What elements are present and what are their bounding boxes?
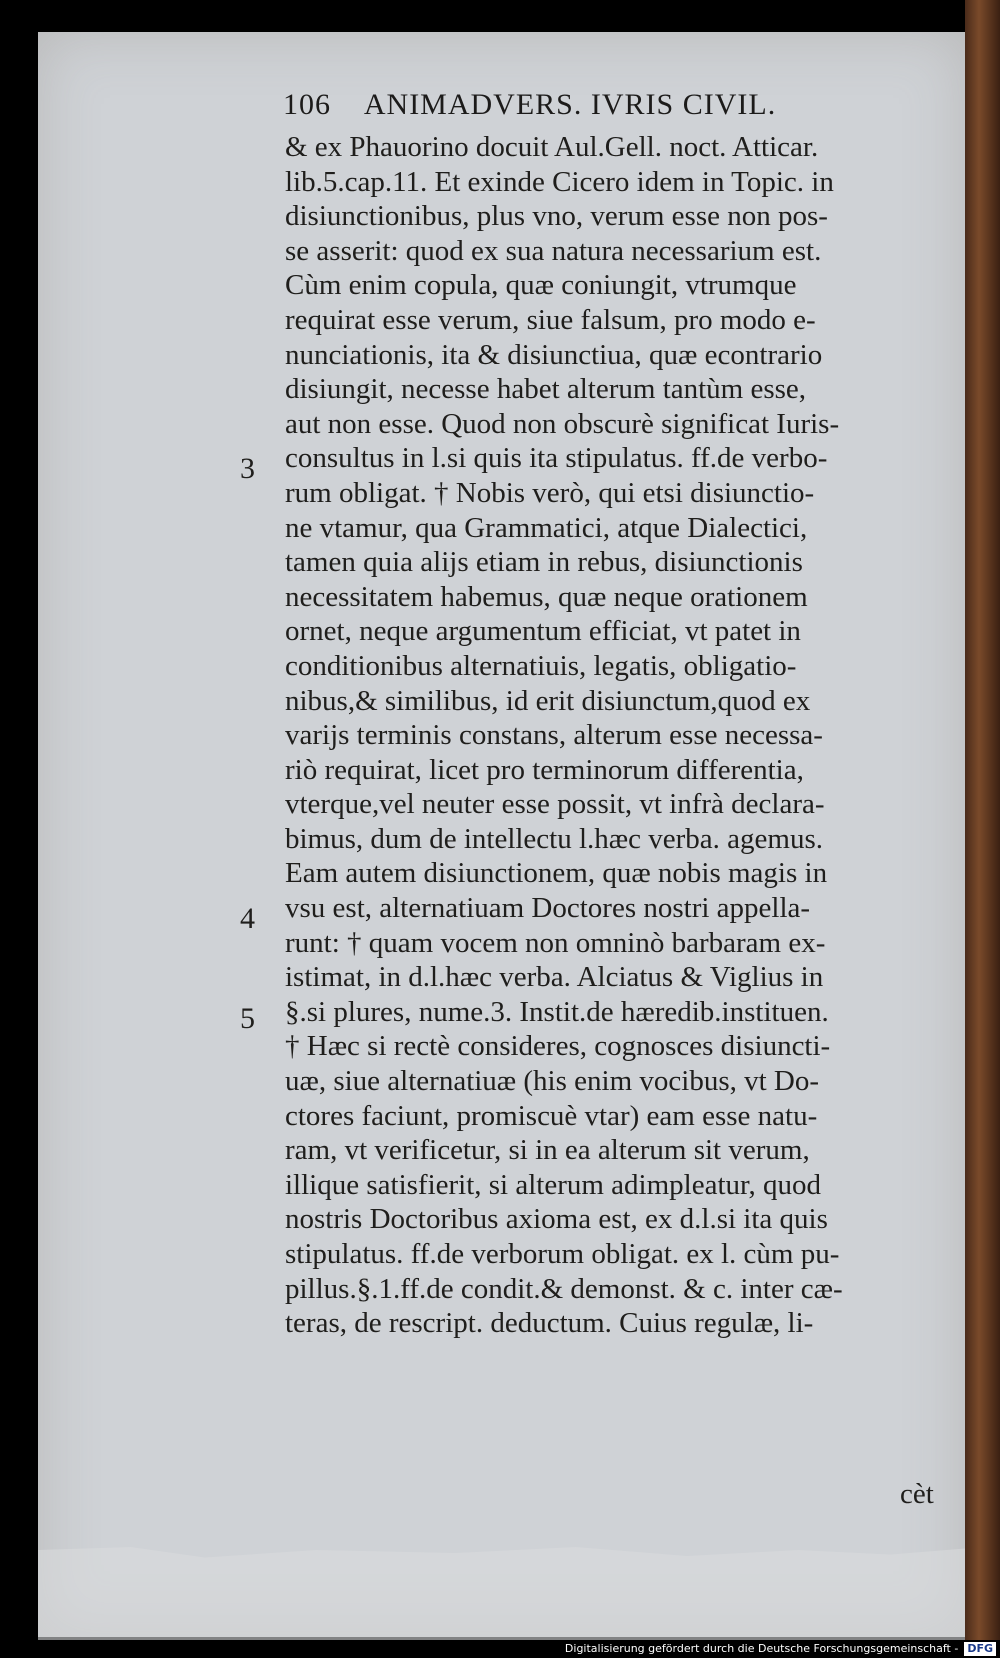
- text-line: teras, de rescript. deductum. Cuius regulæ, li-: [285, 1307, 814, 1340]
- text-line: & ex Phauorino docuit Aul.Gell. noct. Atticar.: [285, 131, 819, 163]
- text-line: §.si plures, nume.3. Instit.de hæredib.instituen.: [285, 995, 829, 1028]
- margin-number: 5: [240, 1002, 255, 1035]
- page-number: 106: [283, 88, 331, 121]
- text-line: istimat, in d.l.hæc verba. Alciatus & Viglius in: [285, 961, 824, 994]
- text-line: runt: † quam vocem non omninò barbaram ex-: [285, 926, 826, 959]
- footer-text: Digitalisierung gefördert durch die Deutsche Forschungsgemeinschaft -: [564, 1642, 959, 1655]
- text-line: aut non esse. Quod non obscurè significat Iuris-: [285, 407, 840, 440]
- running-title: ANIMADVERS. IVRIS CIVIL.: [363, 88, 777, 121]
- catchword: cèt: [900, 1478, 934, 1510]
- text-line: rum obligat. † Nobis verò, qui etsi disiunctio-: [285, 476, 815, 509]
- text-line: nibus,& similibus, id erit disiunctum,quod ex: [285, 684, 811, 717]
- text-line: tamen quia alijs etiam in rebus, disiunctionis: [285, 546, 803, 579]
- text-line: Eam autem disiunctionem, quæ nobis magis in: [285, 857, 828, 890]
- text-line: ram, vt verificetur, si in ea alterum sit verum,: [285, 1134, 810, 1167]
- text-line: ne vtamur, qua Grammatici, atque Dialectici,: [285, 511, 808, 544]
- text-line: se asserit: quod ex sua natura necessarium est.: [285, 234, 822, 267]
- text-line: pillus.§.1.ff.de condit.& demonst. & c. inter cæ-: [285, 1272, 843, 1305]
- text-line: nostris Doctoribus axioma est, ex d.l.si ita quis: [285, 1203, 828, 1236]
- body-text: [285, 130, 925, 1341]
- text-line: † Hæc si rectè consideres, cognosces disiuncti-: [285, 1030, 831, 1063]
- margin-number: 3: [240, 452, 255, 485]
- text-line: requirat esse verum, siue falsum, pro modo e-: [285, 303, 816, 336]
- running-header: [283, 88, 923, 128]
- text-line: nunciationis, ita & disiunctiua, quæ econtrario: [285, 338, 823, 371]
- text-line: lib.5.cap.11. Et exinde Cicero idem in Topic. in: [285, 165, 834, 198]
- text-line: vsu est, alternatiuam Doctores nostri appella-: [285, 892, 811, 925]
- text-line: ornet, neque argumentum efficiat, vt patet in: [285, 615, 801, 648]
- text-line: disiungit, necesse habet alterum tantùm esse,: [285, 373, 807, 406]
- text-line: stipulatus. ff.de verborum obligat. ex l. cùm pu-: [285, 1238, 840, 1270]
- text-line: conditionibus alternatiuis, legatis, obligatio-: [285, 649, 797, 682]
- text-line: ctores faciunt, promiscuè vtar) eam esse natu-: [285, 1099, 818, 1132]
- text-line: illique satisfierit, si alterum adimpleatur, quod: [285, 1168, 822, 1201]
- text-line: consultus in l.si quis ita stipulatus. ff.de verbo-: [285, 442, 828, 475]
- dfg-logo: DFG: [964, 1642, 996, 1656]
- book-spine: [965, 0, 1000, 1640]
- text-line: Cùm enim copula, quæ coniungit, vtrumque: [285, 269, 797, 302]
- margin-number: 4: [240, 902, 255, 935]
- text-line: necessitatem habemus, quæ neque orationem: [285, 580, 808, 613]
- text-line: varijs terminis constans, alterum esse necessa-: [285, 719, 823, 752]
- text-line: bimus, dum de intellectu l.hæc verba. agemus.: [285, 822, 823, 855]
- text-line: riò requirat, licet pro terminorum differentia,: [285, 753, 804, 786]
- text-line: uæ, siue alternatiuæ (his enim vocibus, vt Do-: [285, 1065, 820, 1098]
- text-line: disiunctionibus, plus vno, verum esse non pos-: [285, 200, 828, 233]
- text-line: vterque,vel neuter esse possit, vt infrà declara-: [285, 788, 825, 821]
- footer-bar: [0, 1640, 1000, 1658]
